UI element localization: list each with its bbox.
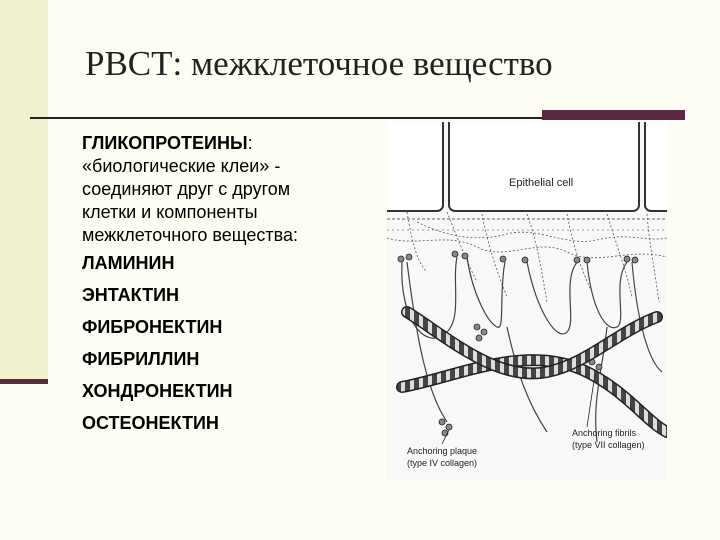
list-item: ФИБРИЛЛИН [82, 349, 200, 369]
plaque-label: Anchoring plaque [407, 446, 478, 456]
title-divider-accent [542, 110, 685, 120]
slide-body [82, 132, 382, 439]
sidebar-accent [0, 379, 48, 384]
slide-title: РВСТ: межклеточное вещество [85, 44, 553, 83]
fibrils-sublabel: (type VII collagen) [572, 440, 645, 450]
plaque-sublabel: (type IV collagen) [407, 458, 478, 468]
list-item: ФИБРОНЕКТИН [82, 317, 223, 337]
sidebar-decoration [0, 0, 48, 382]
figure-svg [387, 122, 667, 480]
glycoprotein-list [82, 247, 382, 439]
description-line: «биологические клеи» - [82, 156, 281, 176]
cell-label: Epithelial cell [509, 177, 574, 189]
fibrils-label: Anchoring fibrils [572, 428, 637, 438]
heading: ГЛИКОПРОТЕИНЫ [82, 133, 248, 153]
heading-line [82, 132, 382, 155]
description-line: соединяют друг с другом [82, 179, 291, 199]
list-item: ЭНТАКТИН [82, 285, 180, 305]
description-line: межклеточного вещества: [82, 225, 298, 245]
epithelial-cells [387, 122, 667, 211]
list-item: ХОНДРОНЕКТИН [82, 381, 233, 401]
basement-membrane-figure [387, 122, 667, 480]
list-item: ЛАМИНИН [82, 253, 175, 273]
heading-suffix: : [247, 133, 253, 153]
list-item: ОСТЕОНЕКТИН [82, 413, 219, 433]
description-line: клетки и компоненты [82, 202, 258, 222]
